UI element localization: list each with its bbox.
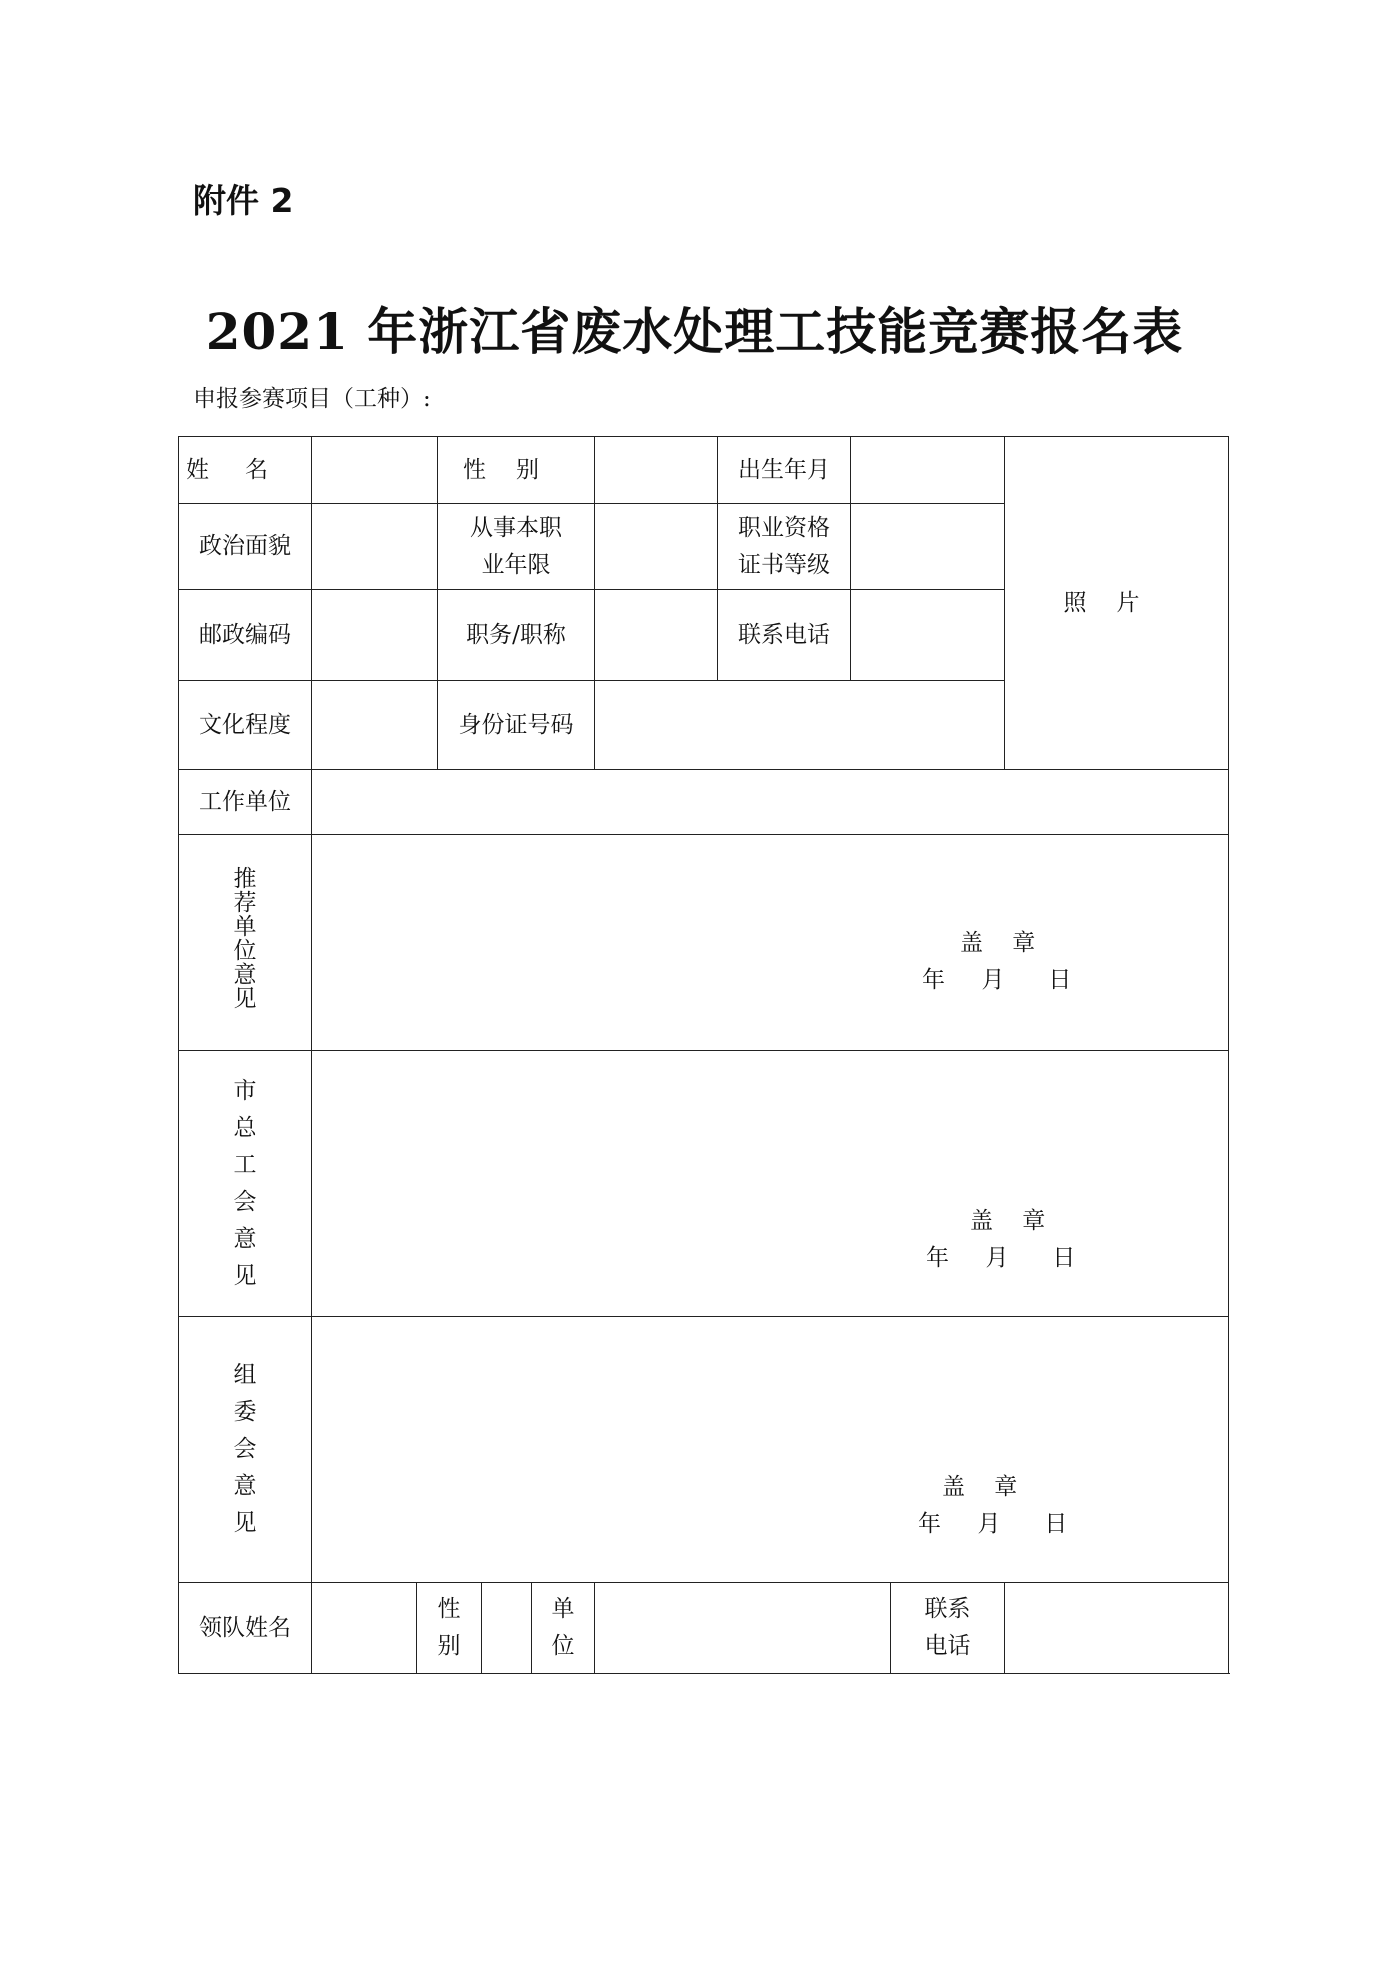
leader-unit-value[interactable] <box>595 1583 891 1674</box>
recommend-label: 推 荐 单 位 意 见 <box>179 835 312 1051</box>
photo-label: 照片 <box>1063 589 1170 616</box>
project-label: 申报参赛项目（工种）: <box>193 386 431 412</box>
committee-date: 年 月 日 <box>918 1511 1068 1537</box>
leader-phone-value[interactable] <box>1005 1583 1229 1674</box>
id-number-label: 身份证号码 <box>438 681 595 770</box>
years-label-line1: 从事本职 <box>470 514 562 541</box>
name-value[interactable] <box>312 437 438 504</box>
position-value[interactable] <box>595 590 718 681</box>
years-value[interactable] <box>595 504 718 590</box>
photo-cell <box>1005 437 1229 770</box>
row-workplace <box>179 770 1229 835</box>
years-label <box>438 504 595 590</box>
gender-value[interactable] <box>595 437 718 504</box>
political-label: 政治面貌 <box>179 504 312 590</box>
registration-form <box>178 436 1229 1674</box>
workplace-label: 工作单位 <box>179 770 312 835</box>
cert-value[interactable] <box>851 504 1005 590</box>
political-value[interactable] <box>312 504 438 590</box>
row-union-opinion <box>179 1051 1229 1317</box>
row-committee-opinion <box>179 1317 1229 1583</box>
committee-opinion-area[interactable] <box>312 1317 1229 1583</box>
education-value[interactable] <box>312 681 438 770</box>
birth-label: 出生年月 <box>718 437 851 504</box>
position-label: 职务/职称 <box>438 590 595 681</box>
leader-name-label: 领队姓名 <box>179 1583 312 1674</box>
birth-value[interactable] <box>851 437 1005 504</box>
postal-value[interactable] <box>312 590 438 681</box>
leader-unit-label: 单 位 <box>532 1583 595 1674</box>
committee-stamp: 盖 章 <box>942 1474 1018 1500</box>
gender-label: 性别 <box>438 437 595 504</box>
years-label-line2: 业年限 <box>481 551 551 578</box>
union-date: 年 月 日 <box>926 1245 1076 1271</box>
name-label: 姓名 <box>179 437 312 504</box>
union-stamp: 盖 章 <box>970 1208 1046 1234</box>
leader-gender-label: 性 别 <box>417 1583 482 1674</box>
id-number-value[interactable] <box>595 681 1005 770</box>
recommend-date: 年 月 日 <box>922 967 1072 993</box>
cert-label-line2: 证书等级 <box>738 551 830 578</box>
phone-value[interactable] <box>851 590 1005 681</box>
union-opinion-area[interactable] <box>312 1051 1229 1317</box>
leader-phone-label: 联系 电话 <box>891 1583 1005 1674</box>
page-title: 2021 年浙江省废水处理工技能竞赛报名表 <box>205 302 1184 361</box>
recommend-opinion-area[interactable] <box>312 835 1229 1051</box>
recommend-stamp: 盖 章 <box>960 930 1036 956</box>
row-basic-1 <box>179 437 1229 504</box>
cert-label <box>718 504 851 590</box>
row-leader <box>179 1583 1229 1674</box>
row-recommend-opinion <box>179 835 1229 1051</box>
union-label: 市 总 工 会 意 见 <box>179 1051 312 1317</box>
attachment-label: 附件 2 <box>193 181 294 220</box>
workplace-value[interactable] <box>312 770 1229 835</box>
postal-label: 邮政编码 <box>179 590 312 681</box>
education-label: 文化程度 <box>179 681 312 770</box>
leader-name-value[interactable] <box>312 1583 417 1674</box>
cert-label-line1: 职业资格 <box>738 514 830 541</box>
phone-label: 联系电话 <box>718 590 851 681</box>
committee-label: 组 委 会 意 见 <box>179 1317 312 1583</box>
leader-gender-value[interactable] <box>482 1583 532 1674</box>
